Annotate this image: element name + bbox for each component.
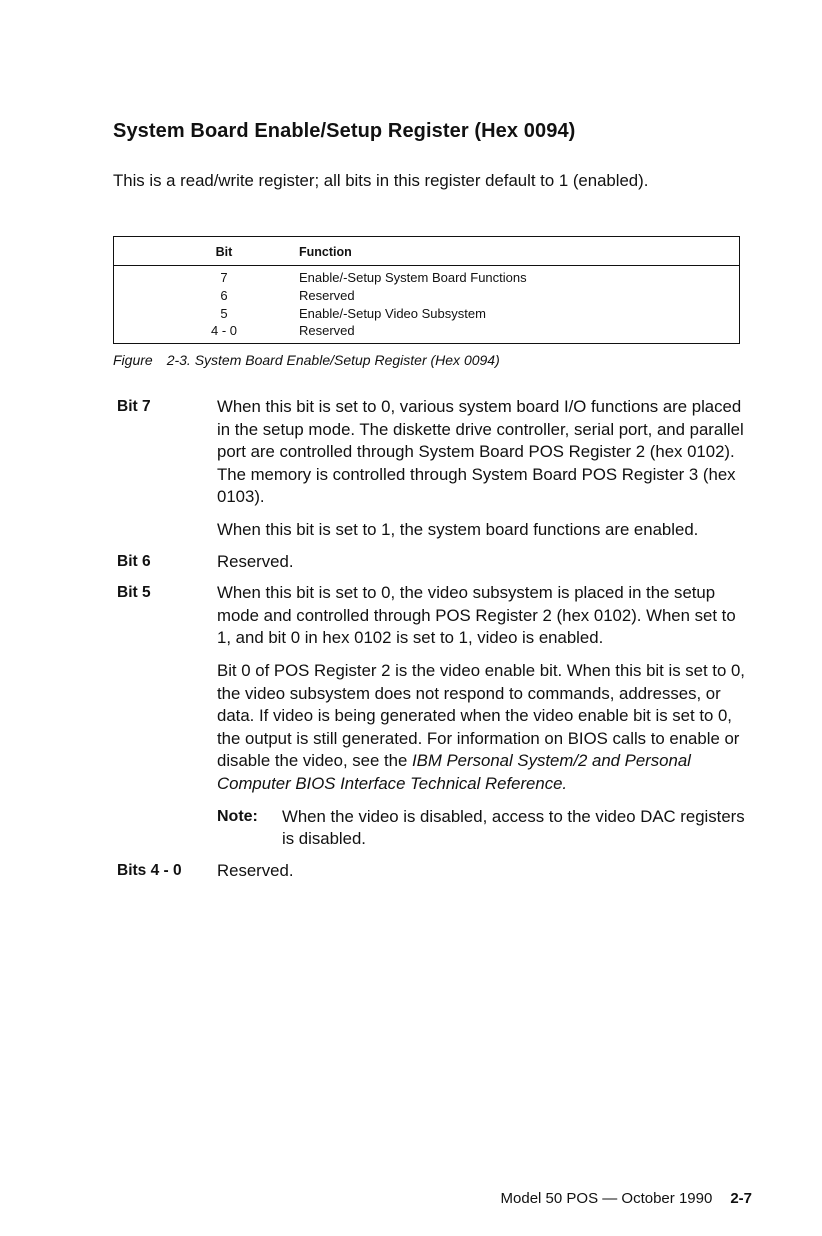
page-footer <box>501 1190 752 1207</box>
row-function: Reserved <box>299 287 355 303</box>
register-table <box>113 236 740 344</box>
table-row <box>114 323 739 341</box>
row-function: Enable/-Setup Video Subsystem <box>299 305 486 321</box>
row-bit: 7 <box>220 270 228 285</box>
note-label: Note: <box>217 807 258 825</box>
bit-5-paragraph-2 <box>217 660 753 796</box>
caption-label: Figure <box>113 352 153 368</box>
row-function: Enable/-Setup System Board Functions <box>299 270 527 285</box>
bits-4-0-entry <box>113 860 753 883</box>
note-text: When the video is disabled, access to the video DAC registers is disabled. <box>282 806 745 849</box>
row-bit: 4 - 0 <box>210 323 237 339</box>
row-bit: 5 <box>220 305 228 321</box>
bit-5-label: Bit 5 <box>117 584 151 602</box>
bit-5-entry <box>113 582 753 851</box>
intro-paragraph: This is a read/write register; all bits in this register default to 1 (enabled). <box>113 171 649 190</box>
section-title: System Board Enable/Setup Register (Hex 0094) <box>113 120 576 142</box>
header-function: Function <box>299 245 352 259</box>
bit-6-paragraph: Reserved. <box>217 551 294 571</box>
page-number: 2-7 <box>730 1190 752 1207</box>
bit-5-paragraph-1: When this bit is set to 0, the video subsystem is placed in the setup mode and controlled through POS Register 2 (hex 0102). When set to 1, and bit 0 in hex 0102 is set to 1, video is enabled. <box>217 583 736 648</box>
note <box>217 806 753 851</box>
bit-5-paragraph-2-text: Bit 0 of POS Register 2 is the video enable bit. When this bit is set to 0, the video subsystem does not respond to commands, addresses, or data. If video is being generated when the video enable bit is set to 0, the output is still generated. For information on BIOS calls to enable or disable the video, see the <box>217 660 745 771</box>
table-header <box>114 237 739 266</box>
caption-text: System Board Enable/Setup Register (Hex 0094) <box>194 352 500 368</box>
figure-caption <box>113 352 500 368</box>
bits-4-0-label: Bits 4 - 0 <box>117 861 182 879</box>
table-row <box>114 306 739 324</box>
table-body <box>114 270 739 341</box>
bit-7-paragraph-1: When this bit is set to 0, various system board I/O functions are placed in the setup mode. The diskette drive controller, serial port, and parallel port are controlled through System Board POS Register 2 (hex 0102). The memory is controlled through System Board POS Register 3 (hex 0103). <box>217 397 744 507</box>
footer-doc-title: Model 50 POS — October 1990 <box>500 1190 713 1207</box>
bit-7-paragraph-2: When this bit is set to 1, the system board functions are enabled. <box>217 519 699 539</box>
bit-6-entry <box>113 551 753 574</box>
bit-7-label: Bit 7 <box>117 398 151 415</box>
bits-4-0-paragraph: Reserved. <box>217 860 294 880</box>
bios-reference-title: IBM Personal System/2 and Personal Computer BIOS Interface Technical Reference. <box>217 751 691 793</box>
row-function: Reserved <box>299 323 355 339</box>
caption-number: 2-3. <box>166 352 191 368</box>
bit-6-label: Bit 6 <box>117 552 151 570</box>
table-row <box>114 270 739 288</box>
bit-descriptions <box>113 396 753 891</box>
table-row <box>114 288 739 306</box>
bit-7-entry <box>113 396 753 542</box>
row-bit: 6 <box>220 287 228 303</box>
header-bit: Bit <box>215 245 233 259</box>
